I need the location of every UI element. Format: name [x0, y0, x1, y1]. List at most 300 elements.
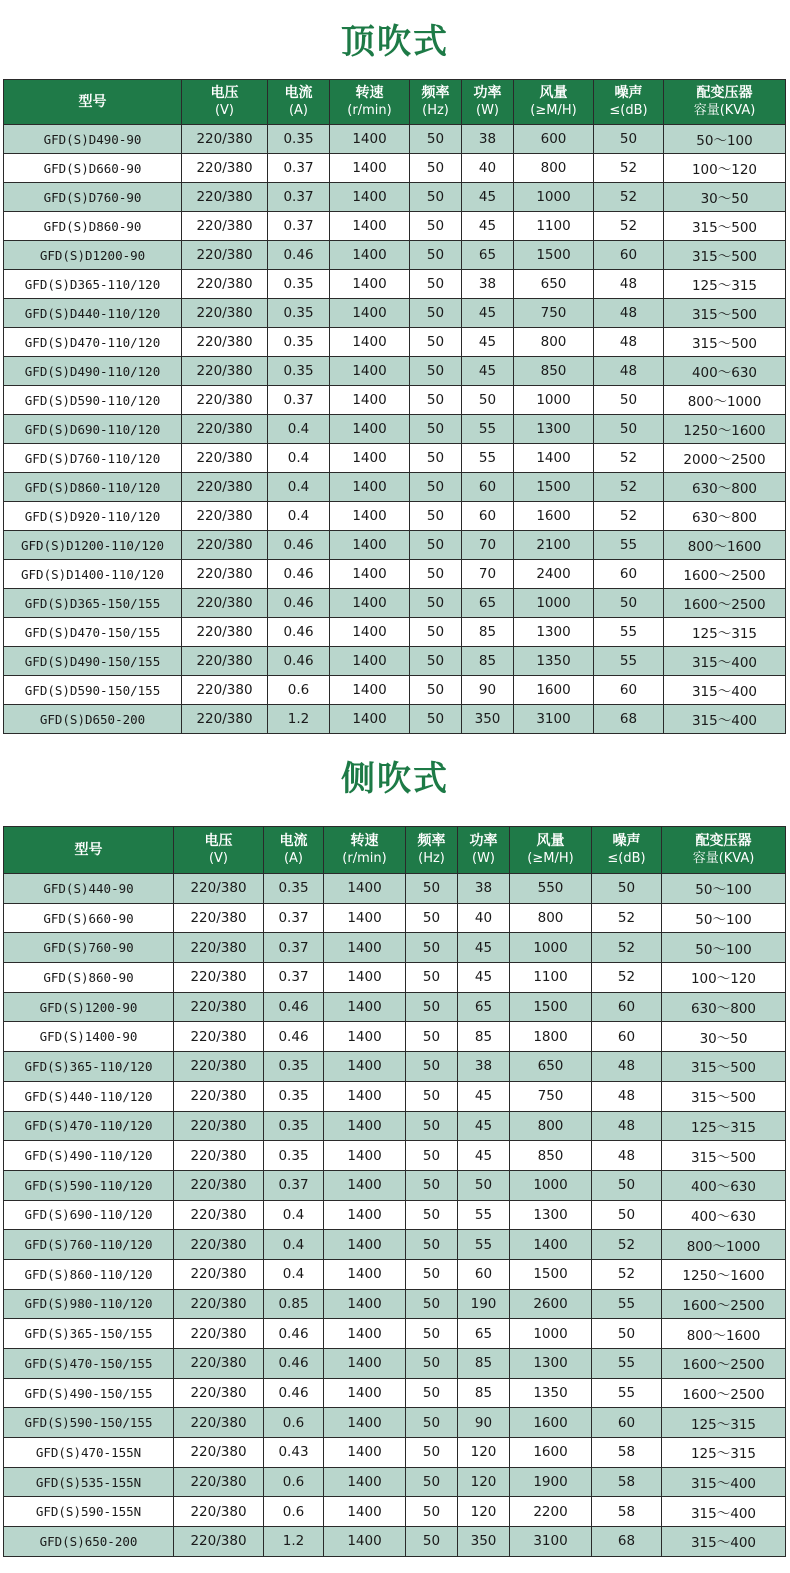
model-cell: GFD(S)660-90 — [4, 903, 174, 933]
table-cell: 50 — [592, 874, 662, 904]
table-cell: 55 — [458, 1230, 510, 1260]
table-cell: 0.35 — [268, 328, 330, 357]
table-cell: 60 — [592, 992, 662, 1022]
model-cell: GFD(S)D470-110/120 — [4, 328, 182, 357]
table-cell: 1600～2500 — [664, 589, 786, 618]
table-cell: 50 — [406, 963, 458, 993]
table-cell: 55 — [592, 1289, 662, 1319]
table-cell: 220/380 — [182, 154, 268, 183]
table-row — [4, 386, 786, 415]
table-cell: 55 — [594, 647, 664, 676]
model-cell: GFD(S)365-150/155 — [4, 1319, 174, 1349]
table-cell: 55 — [594, 618, 664, 647]
column-header-label: 功率 — [469, 833, 498, 849]
column-header-label: 噪声 — [612, 833, 641, 849]
table-cell: 220/380 — [182, 415, 268, 444]
table-cell: 220/380 — [174, 1081, 264, 1111]
table-cell: 1.2 — [264, 1527, 324, 1557]
table-cell: 50 — [406, 1141, 458, 1171]
table-row — [4, 874, 786, 904]
table-cell: 50 — [406, 1170, 458, 1200]
table-cell: 1400 — [324, 1259, 406, 1289]
table-cell: 50 — [410, 183, 462, 212]
model-cell: GFD(S)860-90 — [4, 963, 174, 993]
table-cell: 315～400 — [662, 1497, 786, 1527]
table-cell: 1900 — [510, 1467, 592, 1497]
model-cell: GFD(S)590-155N — [4, 1497, 174, 1527]
table-cell: 52 — [592, 1230, 662, 1260]
model-cell: GFD(S)D860-110/120 — [4, 473, 182, 502]
table-cell: 65 — [462, 589, 514, 618]
table-cell: 125～315 — [662, 1111, 786, 1141]
table-cell: 1400 — [330, 125, 410, 154]
table-cell: 0.46 — [268, 589, 330, 618]
table-cell: 1400 — [324, 992, 406, 1022]
column-header — [264, 827, 324, 874]
table-cell: 0.35 — [268, 357, 330, 386]
column-header-unit: (W) — [476, 103, 499, 118]
table-row — [4, 1141, 786, 1171]
table-row — [4, 589, 786, 618]
model-cell: GFD(S)365-110/120 — [4, 1052, 174, 1082]
column-header-unit: ≤(dB) — [609, 103, 648, 118]
table-cell: 38 — [458, 874, 510, 904]
table-cell: 50 — [594, 589, 664, 618]
table-cell: 100～120 — [662, 963, 786, 993]
table-cell: 50 — [594, 386, 664, 415]
table-cell: 2400 — [514, 560, 594, 589]
table-cell: 220/380 — [174, 1438, 264, 1468]
table-row — [4, 1497, 786, 1527]
table-cell: 50 — [410, 647, 462, 676]
section-title-side-blow: 侧吹式 — [341, 759, 449, 799]
table-cell: 1400 — [330, 502, 410, 531]
column-header-label: 电流 — [284, 85, 313, 101]
table-cell: 0.46 — [264, 992, 324, 1022]
model-cell: GFD(S)D860-90 — [4, 212, 182, 241]
table-cell: 1400 — [324, 1319, 406, 1349]
column-header-unit: (W) — [472, 851, 495, 866]
table-cell: 1400 — [324, 1022, 406, 1052]
table-cell: 1600～2500 — [662, 1349, 786, 1379]
table-cell: 45 — [458, 963, 510, 993]
table-cell: 1400 — [330, 357, 410, 386]
table-cell: 220/380 — [174, 1022, 264, 1052]
table-cell: 220/380 — [182, 473, 268, 502]
table-cell: 50 — [406, 1230, 458, 1260]
table-cell: 220/380 — [174, 992, 264, 1022]
table-cell: 2100 — [514, 531, 594, 560]
table-cell: 850 — [510, 1141, 592, 1171]
table-cell: 220/380 — [174, 1259, 264, 1289]
table-cell: 0.37 — [264, 933, 324, 963]
table-cell: 50 — [410, 125, 462, 154]
column-header — [324, 827, 406, 874]
table-cell: 52 — [592, 963, 662, 993]
model-cell: GFD(S)470-155N — [4, 1438, 174, 1468]
table-cell: 315～400 — [664, 705, 786, 734]
table-cell: 50 — [410, 589, 462, 618]
model-cell: GFD(S)650-200 — [4, 1527, 174, 1557]
model-cell: GFD(S)440-110/120 — [4, 1081, 174, 1111]
table-cell: 0.46 — [264, 1319, 324, 1349]
table-cell: 1000 — [510, 1319, 592, 1349]
model-cell: GFD(S)D760-90 — [4, 183, 182, 212]
model-cell: GFD(S)760-110/120 — [4, 1230, 174, 1260]
column-header-label: 配变压器 — [695, 833, 752, 849]
table-cell: 55 — [462, 444, 514, 473]
table-cell: 125～315 — [662, 1408, 786, 1438]
table-cell: 55 — [458, 1200, 510, 1230]
table-cell: 60 — [594, 241, 664, 270]
model-cell: GFD(S)D470-150/155 — [4, 618, 182, 647]
model-cell: GFD(S)D490-90 — [4, 125, 182, 154]
table-cell: 0.43 — [264, 1438, 324, 1468]
table-cell: 220/380 — [182, 589, 268, 618]
table-cell: 1400 — [330, 212, 410, 241]
table-cell: 1250～1600 — [664, 415, 786, 444]
table-row — [4, 1378, 786, 1408]
table-cell: 220/380 — [182, 270, 268, 299]
table-cell: 220/380 — [174, 933, 264, 963]
table-cell: 1800 — [510, 1022, 592, 1052]
table-cell: 1600 — [510, 1408, 592, 1438]
table-cell: 1400 — [324, 1200, 406, 1230]
table-cell: 1400 — [324, 903, 406, 933]
column-header-unit: (A) — [288, 103, 309, 118]
table-cell: 1600～2500 — [664, 560, 786, 589]
table-cell: 315～400 — [664, 647, 786, 676]
table-cell: 90 — [462, 676, 514, 705]
table-cell: 50 — [410, 357, 462, 386]
table-cell: 45 — [458, 933, 510, 963]
table-row — [4, 531, 786, 560]
table-cell: 60 — [462, 502, 514, 531]
table-row — [4, 502, 786, 531]
table-cell: 1300 — [510, 1200, 592, 1230]
table-cell: 315～500 — [664, 241, 786, 270]
section-title-top-blow: 顶吹式 — [341, 22, 449, 62]
table-cell: 50～100 — [662, 874, 786, 904]
table-row — [4, 125, 786, 154]
column-header — [662, 827, 786, 874]
table-cell: 220/380 — [182, 444, 268, 473]
table-cell: 50 — [410, 705, 462, 734]
table-row — [4, 647, 786, 676]
column-header — [182, 80, 268, 125]
column-header — [594, 80, 664, 125]
table-cell: 800～1000 — [664, 386, 786, 415]
table-cell: 50 — [410, 531, 462, 560]
table-cell: 58 — [592, 1438, 662, 1468]
table-cell: 630～800 — [664, 502, 786, 531]
table-cell: 70 — [462, 531, 514, 560]
table-cell: 0.37 — [264, 963, 324, 993]
column-header-unit: (Hz) — [418, 851, 445, 866]
table-cell: 1600～2500 — [662, 1289, 786, 1319]
column-header-label: 风量 — [539, 85, 568, 101]
table-cell: 1400 — [330, 241, 410, 270]
table-cell: 220/380 — [182, 183, 268, 212]
table-cell: 1400 — [324, 1289, 406, 1319]
table-cell: 220/380 — [182, 676, 268, 705]
table-row — [4, 705, 786, 734]
table-cell: 50 — [594, 415, 664, 444]
table-cell: 0.35 — [264, 1081, 324, 1111]
table-cell: 0.4 — [268, 415, 330, 444]
table-cell: 630～800 — [664, 473, 786, 502]
column-header — [4, 80, 182, 125]
table-cell: 3100 — [510, 1527, 592, 1557]
table-cell: 1400 — [324, 1378, 406, 1408]
column-header-label: 电流 — [279, 833, 308, 849]
table-cell: 85 — [458, 1349, 510, 1379]
table-cell: 220/380 — [174, 1230, 264, 1260]
table-header-row — [4, 80, 786, 125]
table-cell: 0.4 — [268, 444, 330, 473]
table-cell: 50 — [410, 444, 462, 473]
table-cell: 38 — [462, 270, 514, 299]
table-cell: 1400 — [324, 1230, 406, 1260]
table-cell: 0.37 — [264, 1170, 324, 1200]
table-cell: 220/380 — [174, 1200, 264, 1230]
column-header-unit: 容量(KVA) — [693, 103, 756, 118]
table-cell: 50 — [462, 386, 514, 415]
table-cell: 400～630 — [662, 1170, 786, 1200]
table-cell: 220/380 — [182, 357, 268, 386]
table-cell: 850 — [514, 357, 594, 386]
table-cell: 50 — [410, 560, 462, 589]
table-cell: 0.46 — [268, 618, 330, 647]
table-cell: 50 — [406, 903, 458, 933]
table-cell: 50 — [410, 328, 462, 357]
table-cell: 50 — [406, 874, 458, 904]
table-cell: 50 — [406, 1319, 458, 1349]
table-cell: 1300 — [514, 618, 594, 647]
table-cell: 52 — [592, 1259, 662, 1289]
table-cell: 125～315 — [664, 270, 786, 299]
table-cell: 220/380 — [182, 386, 268, 415]
model-cell: GFD(S)760-90 — [4, 933, 174, 963]
table-cell: 50 — [406, 1349, 458, 1379]
table-cell: 1400 — [330, 618, 410, 647]
model-cell: GFD(S)D760-110/120 — [4, 444, 182, 473]
table-cell: 30～50 — [664, 183, 786, 212]
table-cell: 85 — [462, 647, 514, 676]
table-cell: 220/380 — [182, 241, 268, 270]
table-cell: 0.6 — [264, 1467, 324, 1497]
table-cell: 120 — [458, 1438, 510, 1468]
model-cell: GFD(S)D920-110/120 — [4, 502, 182, 531]
table-cell: 800 — [514, 154, 594, 183]
table-cell: 50 — [410, 502, 462, 531]
table-cell: 1400 — [330, 415, 410, 444]
table-row — [4, 1438, 786, 1468]
model-cell: GFD(S)D590-150/155 — [4, 676, 182, 705]
table-row — [4, 1081, 786, 1111]
table-row — [4, 415, 786, 444]
table-cell: 50 — [406, 1111, 458, 1141]
table-row — [4, 1052, 786, 1082]
table-cell: 1400 — [324, 1527, 406, 1557]
table-cell: 220/380 — [174, 1497, 264, 1527]
table-cell: 1400 — [330, 328, 410, 357]
table-row — [4, 618, 786, 647]
table-cell: 220/380 — [174, 1111, 264, 1141]
table-cell: 220/380 — [182, 125, 268, 154]
table-cell: 1500 — [514, 241, 594, 270]
table-cell: 48 — [592, 1111, 662, 1141]
table-cell: 50 — [406, 1408, 458, 1438]
table-cell: 350 — [458, 1527, 510, 1557]
column-header-label: 型号 — [74, 841, 103, 858]
table-cell: 220/380 — [174, 1289, 264, 1319]
column-header — [458, 827, 510, 874]
spec-table-side-blow — [3, 826, 786, 1557]
table-cell: 52 — [594, 154, 664, 183]
table-cell: 0.46 — [268, 647, 330, 676]
table-cell: 220/380 — [174, 1319, 264, 1349]
table-cell: 60 — [592, 1022, 662, 1052]
column-header-label: 频率 — [417, 833, 446, 849]
table-cell: 0.37 — [264, 903, 324, 933]
table-cell: 50 — [410, 270, 462, 299]
table-cell: 52 — [592, 903, 662, 933]
table-cell: 0.35 — [268, 299, 330, 328]
table-cell: 190 — [458, 1289, 510, 1319]
table-cell: 0.46 — [264, 1349, 324, 1379]
table-cell: 65 — [462, 241, 514, 270]
model-cell: GFD(S)1400-90 — [4, 1022, 174, 1052]
table-cell: 50～100 — [664, 125, 786, 154]
table-cell: 60 — [594, 676, 664, 705]
table-cell: 52 — [594, 444, 664, 473]
table-cell: 1400 — [330, 444, 410, 473]
table-cell: 45 — [458, 1141, 510, 1171]
model-cell: GFD(S)590-110/120 — [4, 1170, 174, 1200]
column-header-label: 转速 — [350, 833, 379, 849]
model-cell: GFD(S)D440-110/120 — [4, 299, 182, 328]
table-cell: 0.35 — [268, 270, 330, 299]
table-cell: 220/380 — [174, 1349, 264, 1379]
column-header — [4, 827, 174, 874]
table-cell: 1600 — [510, 1438, 592, 1468]
table-cell: 1400 — [324, 874, 406, 904]
table-cell: 48 — [592, 1052, 662, 1082]
table-row — [4, 1170, 786, 1200]
table-cell: 800 — [514, 328, 594, 357]
table-cell: 0.46 — [264, 1022, 324, 1052]
table-cell: 1600 — [514, 676, 594, 705]
table-cell: 48 — [594, 299, 664, 328]
table-row — [4, 903, 786, 933]
table-cell: 1400 — [330, 531, 410, 560]
table-cell: 1600 — [514, 502, 594, 531]
table-cell: 52 — [594, 502, 664, 531]
table-cell: 58 — [592, 1467, 662, 1497]
table-cell: 1400 — [330, 589, 410, 618]
table-cell: 0.6 — [268, 676, 330, 705]
column-header-unit: (A) — [283, 851, 304, 866]
table-cell: 350 — [462, 705, 514, 734]
column-header-unit: (r/min) — [342, 851, 387, 866]
table-cell: 55 — [594, 531, 664, 560]
table-cell: 550 — [510, 874, 592, 904]
table-cell: 220/380 — [174, 874, 264, 904]
table-cell: 58 — [592, 1497, 662, 1527]
column-header — [462, 80, 514, 125]
column-header — [174, 827, 264, 874]
model-cell: GFD(S)D365-110/120 — [4, 270, 182, 299]
table-cell: 55 — [462, 415, 514, 444]
column-header — [510, 827, 592, 874]
column-header-unit: (r/min) — [347, 103, 392, 118]
table-cell: 60 — [594, 560, 664, 589]
table-cell: 1400 — [330, 270, 410, 299]
table-cell: 750 — [510, 1081, 592, 1111]
table-cell: 220/380 — [182, 502, 268, 531]
table-cell: 50～100 — [662, 903, 786, 933]
table-cell: 50 — [406, 1259, 458, 1289]
table-cell: 50 — [410, 241, 462, 270]
column-header-label: 风量 — [536, 833, 565, 849]
table-row — [4, 1022, 786, 1052]
table-cell: 50～100 — [662, 933, 786, 963]
table-row — [4, 183, 786, 212]
table-row — [4, 212, 786, 241]
table-row — [4, 357, 786, 386]
table-cell: 0.46 — [268, 531, 330, 560]
table-cell: 52 — [594, 212, 664, 241]
model-cell: GFD(S)D690-110/120 — [4, 415, 182, 444]
table-cell: 45 — [462, 357, 514, 386]
table-cell: 1400 — [324, 1170, 406, 1200]
table-cell: 315～500 — [662, 1081, 786, 1111]
table-cell: 1.2 — [268, 705, 330, 734]
column-header-label: 功率 — [473, 85, 502, 101]
table-cell: 45 — [462, 299, 514, 328]
table-cell: 1400 — [510, 1230, 592, 1260]
table-cell: 1500 — [514, 473, 594, 502]
model-cell: GFD(S)440-90 — [4, 874, 174, 904]
table-cell: 1400 — [324, 1111, 406, 1141]
model-cell: GFD(S)D365-150/155 — [4, 589, 182, 618]
table-row — [4, 963, 786, 993]
table-cell: 1000 — [510, 1170, 592, 1200]
table-cell: 650 — [514, 270, 594, 299]
table-row — [4, 154, 786, 183]
table-cell: 40 — [462, 154, 514, 183]
table-cell: 1000 — [514, 386, 594, 415]
table-cell: 50 — [458, 1170, 510, 1200]
table-cell: 220/380 — [182, 531, 268, 560]
column-header — [664, 80, 786, 125]
table-cell: 50 — [410, 676, 462, 705]
model-cell: GFD(S)690-110/120 — [4, 1200, 174, 1230]
table-cell: 2600 — [510, 1289, 592, 1319]
table-cell: 0.4 — [268, 502, 330, 531]
table-cell: 30～50 — [662, 1022, 786, 1052]
table-cell: 1600～2500 — [662, 1378, 786, 1408]
table-row — [4, 241, 786, 270]
table-row — [4, 560, 786, 589]
table-cell: 1400 — [330, 183, 410, 212]
table-cell: 315～500 — [664, 212, 786, 241]
table-cell: 50 — [406, 992, 458, 1022]
table-cell: 315～500 — [664, 328, 786, 357]
table-cell: 50 — [406, 1081, 458, 1111]
column-header-label: 频率 — [421, 85, 450, 101]
